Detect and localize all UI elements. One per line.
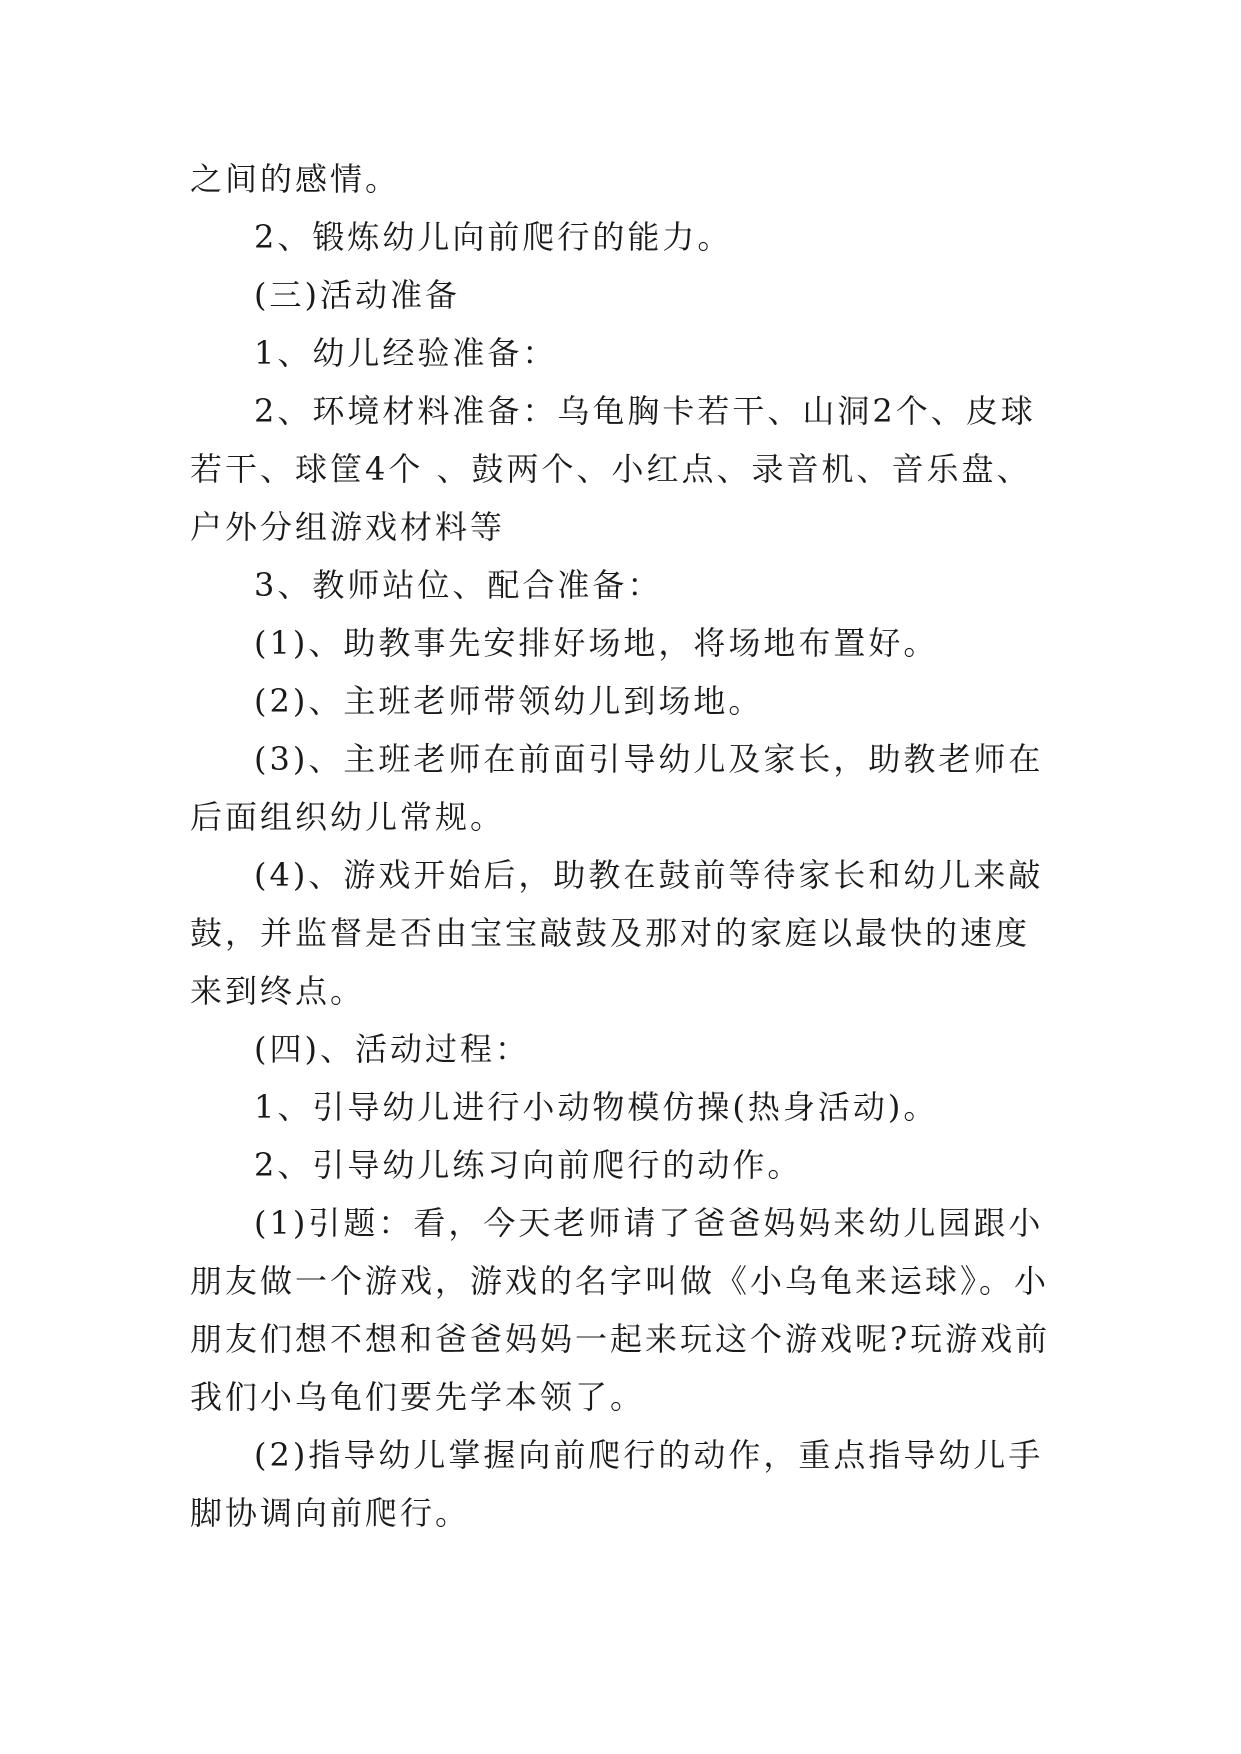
paragraph: 之间的感情。 [190,160,401,198]
paragraph: 1、幼儿经验准备： [254,334,558,372]
paragraph: 2、引导幼儿练习向前爬行的动作。 [254,1146,803,1184]
paragraph: (2)、主班老师带领幼儿到场地。 [254,682,764,720]
paragraph: (1)、助教事先安排好场地，将场地布置好。 [254,624,939,662]
paragraph: 2、环境材料准备：乌龟胸卡若干、山洞2个、皮球若干、球筐4个 、鼓两个、小红点、录音机、音乐盘、户外分组游戏材料等 [190,392,1036,546]
paragraph: (4)、游戏开始后，助教在鼓前等待家长和幼儿来敲鼓，并监督是否由宝宝敲鼓及那对的家庭以最快的速度来到终点。 [190,856,1044,1010]
paragraph: (2)指导幼儿掌握向前爬行的动作，重点指导幼儿手脚协调向前爬行。 [190,1436,1044,1532]
paragraph: 2、锻炼幼儿向前爬行的能力。 [254,218,733,256]
paragraph: 3、教师站位、配合准备： [254,566,663,604]
paragraph: (3)、主班老师在前面引导幼儿及家长，助教老师在后面组织幼儿常规。 [190,740,1044,836]
paragraph: 1、引导幼儿进行小动物模仿操(热身活动)。 [254,1088,939,1126]
document-body [190,150,1060,1542]
section-heading: (三)活动准备 [254,276,460,314]
paragraph: (1)引题：看，今天老师请了爸爸妈妈来幼儿园跟小朋友做一个游戏，游戏的名字叫做《小乌龟来运球》。小朋友们想不想和爸爸妈妈一起来玩这个游戏呢?玩游戏前我们小乌龟们要先学本领了。 [190,1204,1051,1416]
section-heading: (四)、活动过程： [254,1030,530,1068]
